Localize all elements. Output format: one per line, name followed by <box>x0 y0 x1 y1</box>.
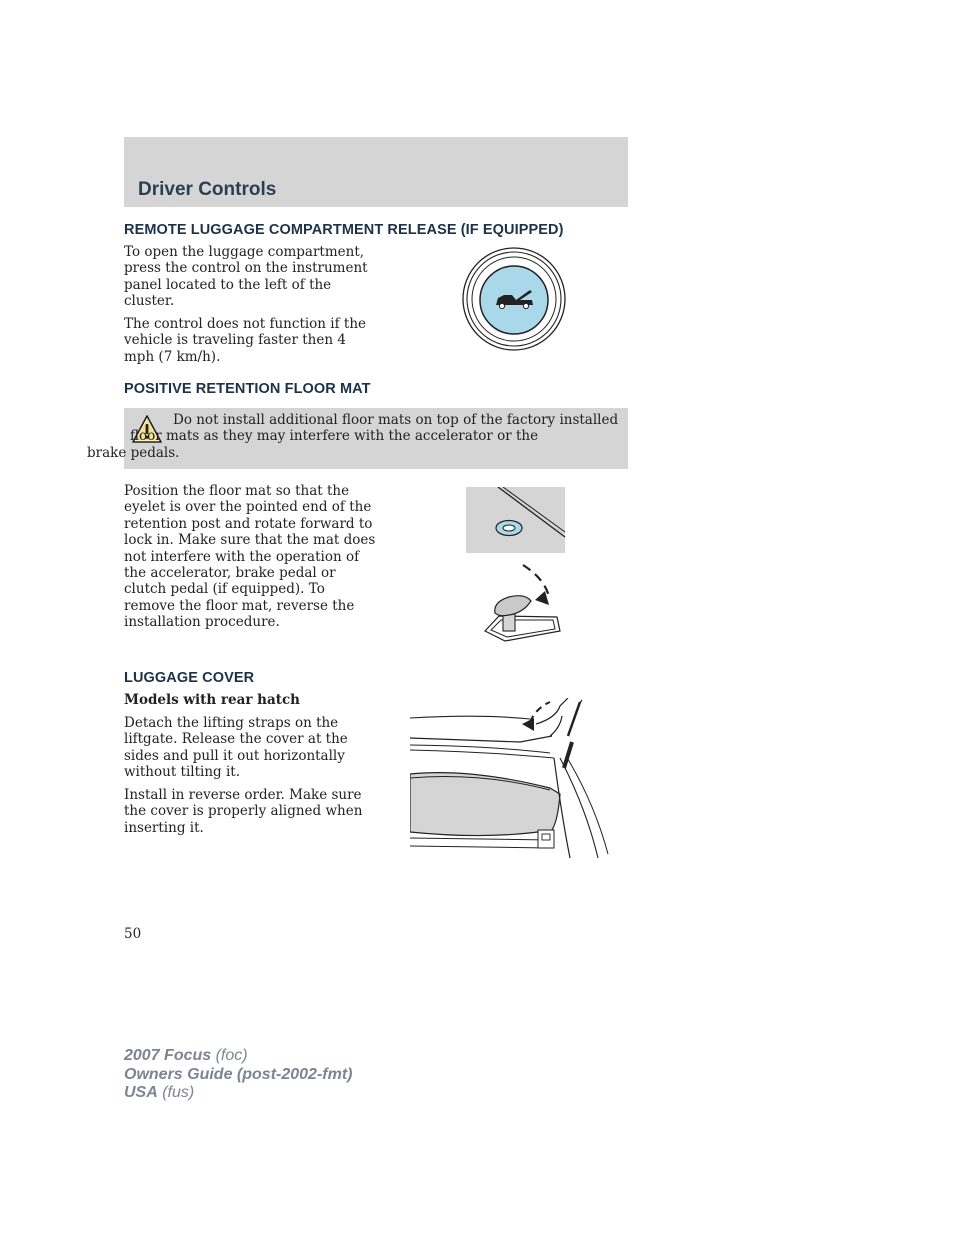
text-line: inserting it. <box>124 819 204 836</box>
footer-guide: Owners Guide (post-2002-fmt) <box>124 1065 353 1083</box>
text-line: panel located to the left of the <box>124 276 332 293</box>
text-line: remove the floor mat, reverse the <box>124 597 355 614</box>
warning-text <box>87 412 624 461</box>
page-number: 50 <box>124 926 142 942</box>
footer-model: 2007 Focus <box>124 1047 212 1064</box>
luggage-cover-subheading: Models with rear hatch <box>124 692 301 708</box>
page-title: Driver Controls <box>138 179 277 200</box>
text-line: eyelet is over the pointed end of the <box>124 499 372 516</box>
warning-box <box>87 408 628 469</box>
text-line: sides and pull it out horizontally <box>124 747 345 764</box>
retention-post-icon <box>495 596 531 616</box>
text-line: clutch pedal (if equipped). To <box>124 581 325 598</box>
text-line: To open the luggage compartment, <box>124 244 365 260</box>
text-line: brake pedals. <box>87 444 180 461</box>
text-line: floor mats as they may interfere with the accelerator or the <box>130 428 539 445</box>
lift-arrow-icon <box>522 718 534 731</box>
text-line: cluster. <box>124 293 175 310</box>
text-line: installation procedure. <box>124 614 280 631</box>
text-line: Install in reverse order. Make sure <box>124 787 362 803</box>
footer-line-1 <box>124 1047 352 1066</box>
text-line: lock in. Make sure that the mat does <box>124 532 376 549</box>
floor-mat-retention-figure <box>465 487 567 647</box>
remote-release-paragraph-1 <box>124 244 368 310</box>
text-line: vehicle is traveling faster then 4 <box>124 332 346 349</box>
text-line: press the control on the instrument <box>124 260 368 277</box>
footer-market-code: (fus) <box>157 1084 195 1101</box>
text-line: mph (7 km/h). <box>124 348 221 365</box>
text-line: the cover is properly aligned when <box>124 803 363 820</box>
footer-line-2 <box>124 1066 352 1085</box>
text-line: Detach the lifting straps on the <box>124 715 339 731</box>
luggage-cover-panel <box>410 773 560 836</box>
footer-market: USA <box>124 1084 158 1101</box>
text-line: the accelerator, brake pedal or <box>124 565 336 582</box>
luggage-cover-heading: LUGGAGE COVER <box>124 670 255 686</box>
luggage-cover-paragraph-2 <box>124 787 362 836</box>
header-band <box>124 137 628 207</box>
text-line: not interfere with the operation of <box>124 548 360 565</box>
text-line: liftgate. Release the cover at the <box>124 731 348 748</box>
text-line: retention post and rotate forward to <box>124 515 373 532</box>
footer-line-3 <box>124 1084 352 1103</box>
remote-release-paragraph-2 <box>124 316 366 365</box>
trunk-release-button-figure <box>460 245 568 353</box>
footer-model-code: (foc) <box>211 1047 248 1064</box>
floor-mat-panel <box>466 487 565 553</box>
footer <box>124 1047 352 1103</box>
text-line: The control does not function if the <box>124 316 367 332</box>
text-line: Do not install additional floor mats on top of the factory installed <box>173 412 619 428</box>
floor-mat-paragraph <box>124 483 375 631</box>
remote-release-heading: REMOTE LUGGAGE COMPARTMENT RELEASE (IF EQUIPPED) <box>124 222 564 238</box>
text-line: without tilting it. <box>124 764 240 781</box>
text-line: Position the floor mat so that the <box>124 483 350 499</box>
luggage-cover-paragraph-1 <box>124 715 348 781</box>
luggage-cover-figure <box>410 698 612 860</box>
floor-mat-heading: POSITIVE RETENTION FLOOR MAT <box>124 381 371 397</box>
